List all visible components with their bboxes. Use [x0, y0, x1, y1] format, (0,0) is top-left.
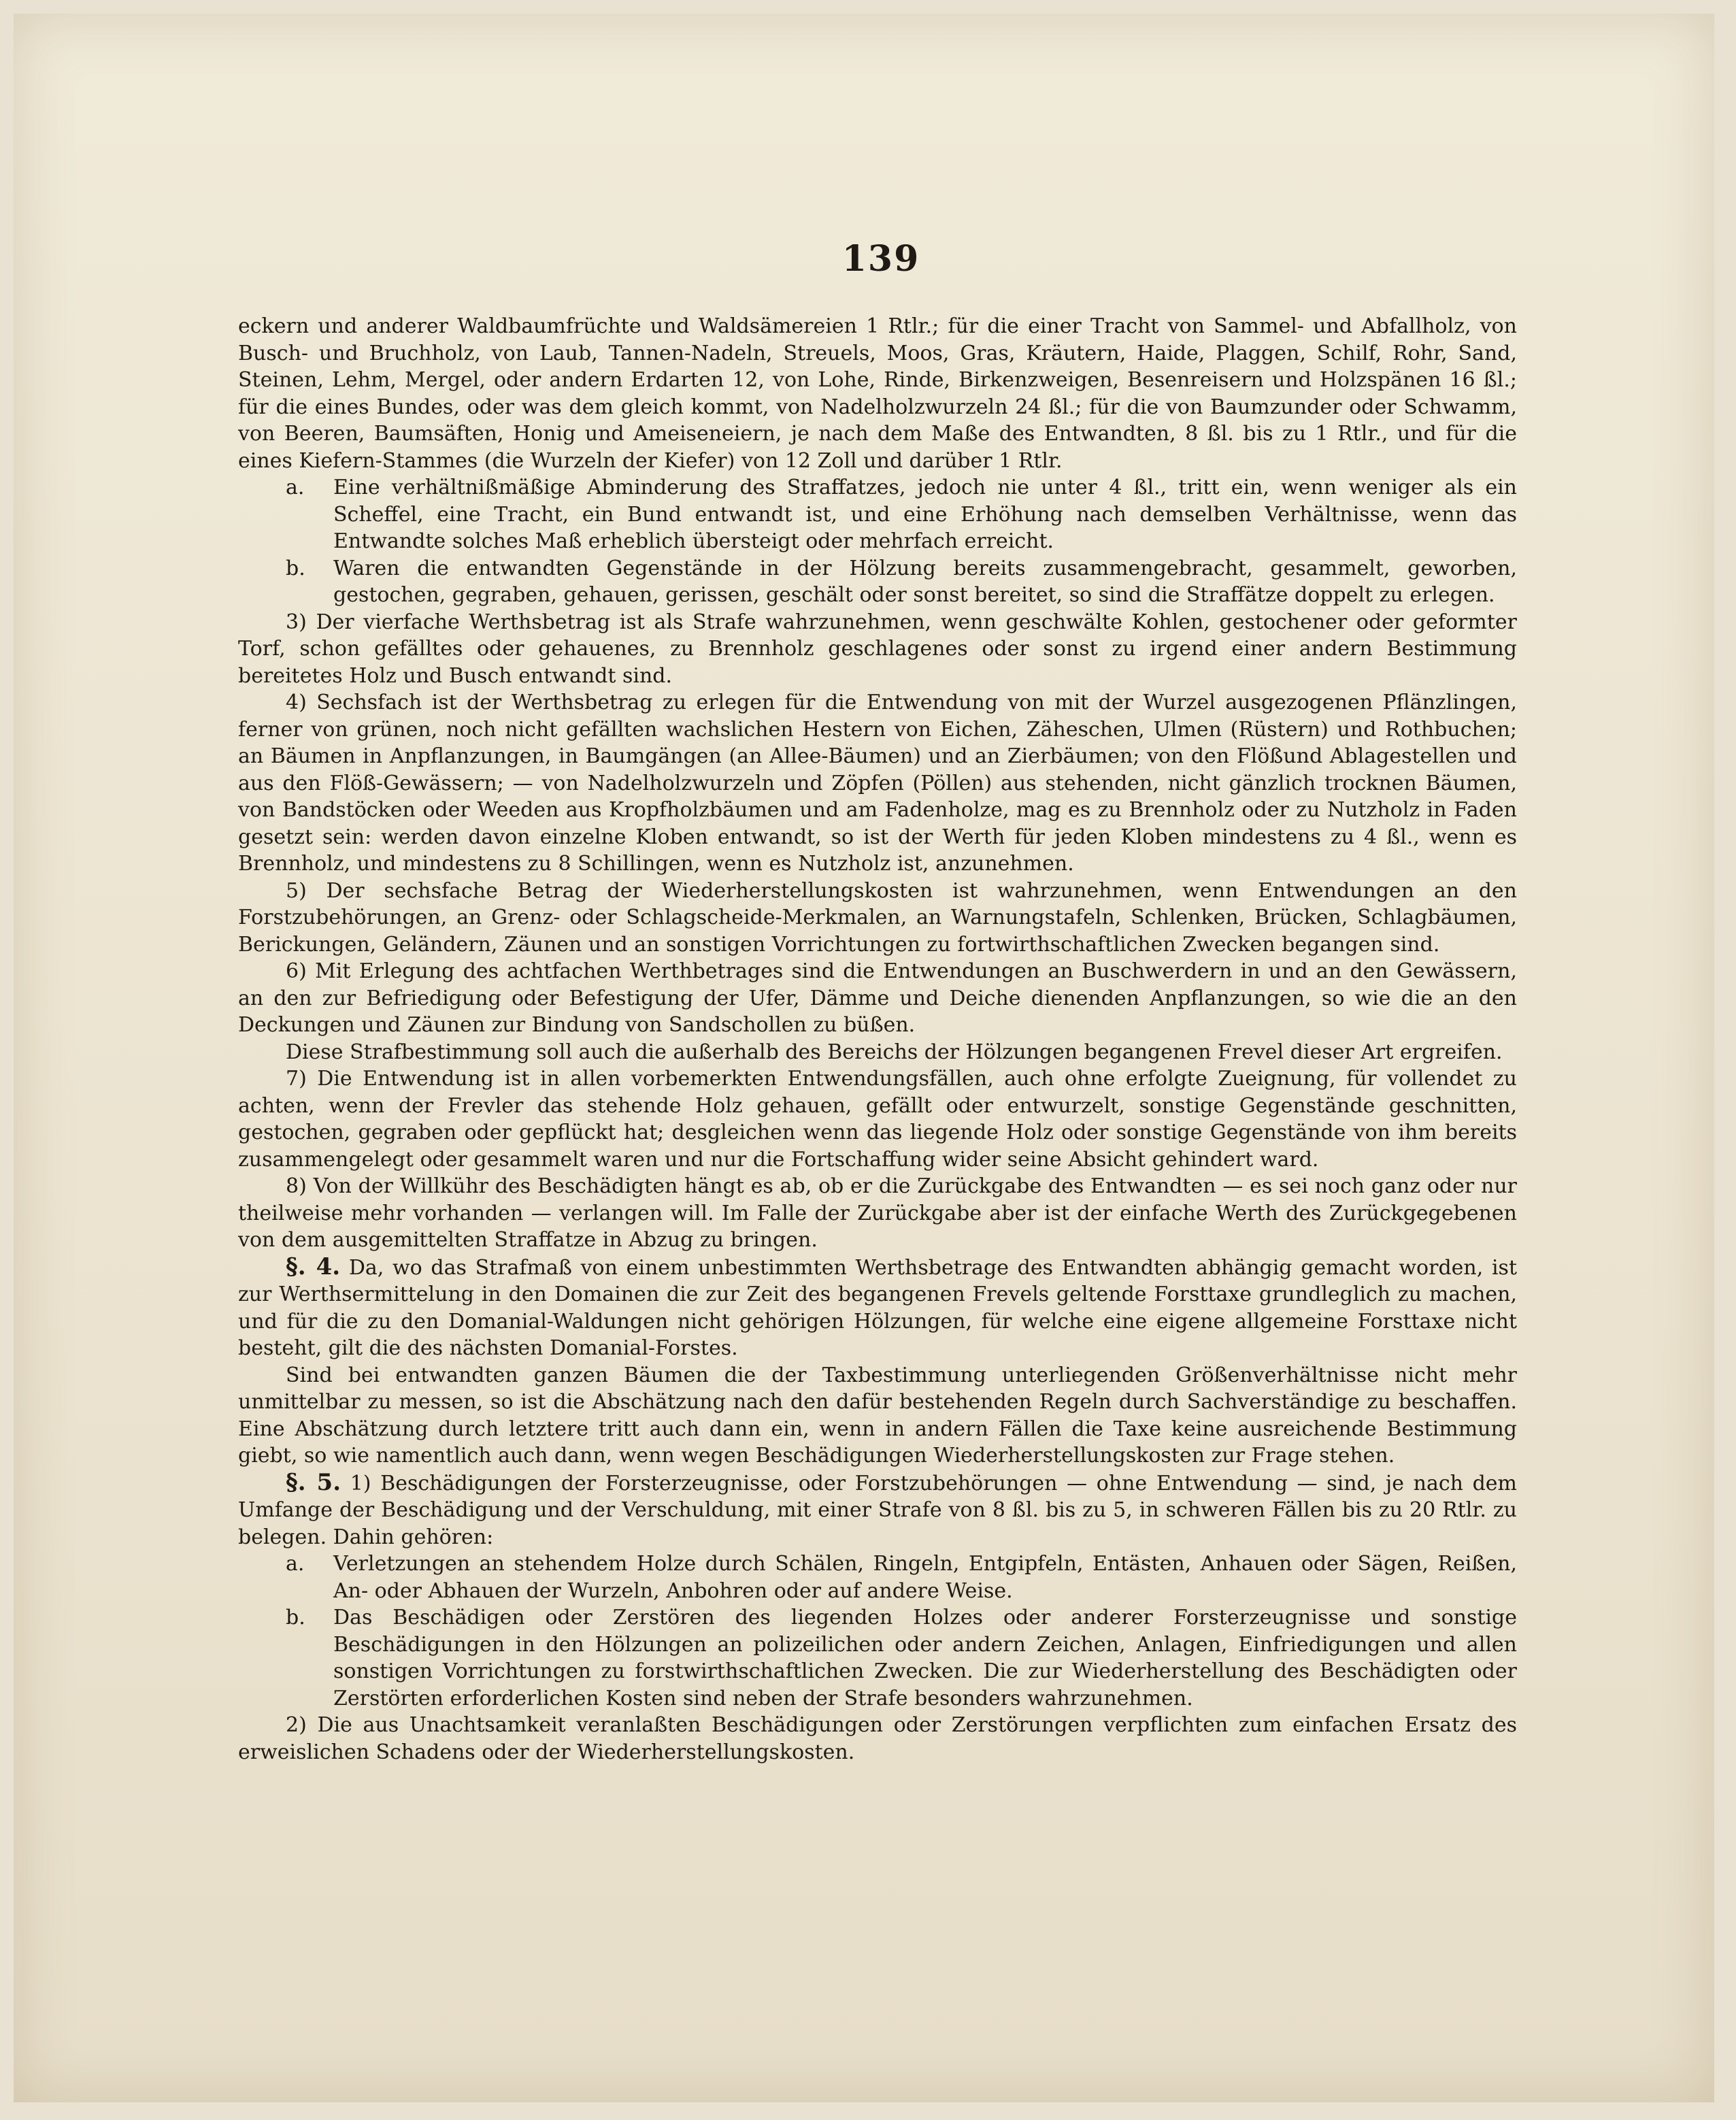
list-item: [286, 1604, 1517, 1712]
paragraph: 5) Der sechsfache Betrag der Wiederherstellungskosten ist wahrzunehmen, wenn Entwendungen an den Forstzubehörungen, an Grenz- oder Schlagscheide-Merkmalen, an Warnungstafeln, Schlenken, Brücken, Schlagbäumen, Berickungen, Geländern, Zäunen und an sonstigen Vorrichtungen zu fortwirthschaftlichen Zwecken begangen sind.: [238, 878, 1517, 957]
list-marker: b.: [286, 1606, 305, 1629]
page-number: 139: [841, 238, 920, 280]
list-item-text: Eine verhältnißmäßige Abminderung des Straffatzes, jedoch nie unter 4 ßl., tritt ein, wenn weniger als ein Scheffel, eine Tracht, ein Bund entwandt ist, und eine Erhöhung nach demselben Verhältnisse, wenn das Entwandte solches Maß erheblich übersteigt oder mehrfach erreicht.: [333, 476, 1517, 553]
list-marker: b.: [286, 556, 305, 580]
paragraph: Diese Strafbestimmung soll auch die außerhalb des Bereichs der Hölzungen begangenen Frevel dieser Art ergreifen.: [286, 1040, 1503, 1064]
list-marker: a.: [286, 1552, 305, 1576]
paragraph: 2) Die aus Unachtsamkeit veranlaßten Beschädigungen oder Zerstörungen verpflichten zum einfachen Ersatz des erweislichen Schadens oder der Wiederherstellungskosten.: [238, 1713, 1517, 1764]
body-text: [238, 313, 1517, 1766]
list-item-text: Verletzungen an stehendem Holze durch Schälen, Ringeln, Entgipfeln, Entästen, Anhauen oder Sägen, Reißen, An- oder Abhauen der Wurzeln, Anbohren oder auf andere Weise.: [333, 1552, 1517, 1603]
list-item: [286, 555, 1517, 609]
list-item: [286, 1551, 1517, 1604]
paragraph: Sind bei entwandten ganzen Bäumen die der Taxbestimmung unterliegenden Größenverhältnisse nicht mehr unmittelbar zu messen, so ist die Abschätzung nach den dafür bestehenden Regeln durch Sachverständige zu beschaffen. Eine Abschätzung durch letztere tritt auch dann ein, wenn in andern Fällen die Taxe keine ausreichende Bestimmung giebt, so wie namentlich auch dann, wenn wegen Beschädigungen Wiederherstellungskosten zur Frage stehen.: [238, 1363, 1517, 1468]
section-text: Da, wo das Strafmaß von einem unbestimmten Werthsbetrage des Entwandten abhängig gemacht worden, ist zur Werthsermittelung in den Domainen die zur Zeit des begangenen Frevels geltende Forsttaxe grundleglich zu machen, und für die zu den Domanial-Waldungen nicht gehörigen Hölzungen, für welche eine eigene allgemeine Forsttaxe nicht besteht, gilt die des nächsten Domanial-Forstes.: [238, 1255, 1517, 1360]
section-number: §. 5.: [286, 1468, 341, 1496]
list-item-text: Das Beschädigen oder Zerstören des liegenden Holzes oder anderer Forsterzeugnisse und sonstige Beschädigungen in den Hölzungen an polizeilichen oder andern Zeichen, Anlagen, Einfriedigungen und allen sonstigen Vorrichtungen zu forstwirthschaftlichen Zwecken. Die zur Wiederherstellung des Beschädigten oder Zerstörten erforderlichen Kosten sind neben der Strafe besonders wahrzunehmen.: [333, 1606, 1517, 1710]
section-number: §. 4.: [286, 1253, 341, 1280]
paragraph: 6) Mit Erlegung des achtfachen Werthbetrages sind die Entwendungen an Buschwerdern in und an den Gewässern, an den zur Befriedigung oder Befestigung der Ufer, Dämme und Deiche dienenden Anpflanzungen, so wie die an den Deckungen und Zäunen zur Bindung von Sandschollen zu büßen.: [238, 959, 1517, 1037]
paragraph: 4) Sechsfach ist der Werthsbetrag zu erlegen für die Entwendung von mit der Wurzel ausgezogenen Pflänzlingen, ferner von grünen, noch nicht gefällten wachslichen Hestern von Eichen, Zäheschen, Ulmen (Rüstern) und Rothbuchen; an Bäumen in Anpflanzungen, in Baumgängen (an Allee-Bäumen) und an Zierbäumen; von den Flößund Ablagestellen und aus den Flöß-Gewässern; — von Nadelholzwurzeln und Zöpfen (Pöllen) aus stehenden, nicht gänzlich trocknen Bäumen, von Bandstöcken oder Weeden aus Kropfholzbäumen und am Fadenholze, mag es zu Brennholz oder zu Nutzholz in Faden gesetzt sein: werden davon einzelne Kloben entwandt, so ist der Werth für jeden Kloben mindestens zu 4 ßl., wenn es Brennholz, und mindestens zu 8 Schillingen, wenn es Nutzholz ist, anzunehmen.: [238, 691, 1517, 876]
list-item: [286, 474, 1517, 555]
section-paragraph: [238, 1254, 1517, 1362]
list-marker: a.: [286, 476, 305, 499]
paragraph: 3) Der vierfache Werthsbetrag ist als Strafe wahrzunehmen, wenn geschwälte Kohlen, gestochener oder geformter Torf, schon gefälltes oder gehauenes, zu Brennholz geschlagenes oder sonst zu irgend einer andern Bestimmung bereitetes Holz und Busch entwandt sind.: [238, 610, 1517, 688]
paragraph: eckern und anderer Waldbaumfrüchte und Waldsämereien 1 Rtlr.; für die einer Tracht von Sammel- und Abfallholz, von Busch- und Bruchholz, von Laub, Tannen-Nadeln, Streuels, Moos, Gras, Kräutern, Haide, Plaggen, Schilf, Rohr, Sand, Steinen, Lehm, Mergel, oder andern Erdarten 12, von Lohe, Rinde, Birkenzweigen, Besenreisern und Holzspänen 16 ßl.; für die eines Bundes, oder was dem gleich kommt, von Nadelholzwurzeln 24 ßl.; für die von Baumzunder oder Schwamm, von Beeren, Baumsäften, Honig und Ameiseneiern, je nach dem Maße des Entwandten, 8 ßl. bis zu 1 Rtlr., und für die eines Kiefern-Stammes (die Wurzeln der Kiefer) von 12 Zoll und darüber 1 Rtlr.: [238, 314, 1517, 473]
paragraph: 7) Die Entwendung ist in allen vorbemerkten Entwendungsfällen, auch ohne erfolgte Zueignung, für vollendet zu achten, wenn der Frevler das stehende Holz gehauen, gefällt oder entwurzelt, sonstige Gegenstände geschnitten, gestochen, gegraben oder gepflückt hat; desgleichen wenn das liegende Holz oder sonstige Gegenstände von ihm bereits zusammengelegt oder gesammelt waren und nur die Fortschaffung wider seine Absicht gehindert ward.: [238, 1067, 1517, 1172]
paragraph: 8) Von der Willkühr des Beschädigten hängt es ab, ob er die Zurückgabe des Entwandten — es sei noch ganz oder nur theilweise mehr vorhanden — verlangen will. Im Falle der Zurückgabe aber ist der einfache Werth des Zurückgegebenen von dem ausgemittelten Straffatze in Abzug zu bringen.: [238, 1174, 1517, 1252]
document-page: [14, 14, 1714, 2102]
list-item-text: Waren die entwandten Gegenstände in der Hölzung bereits zusammengebracht, gesammelt, geworben, gestochen, gegraben, gehauen, gerissen, geschält oder sonst bereitet, so sind die Straffätze doppelt zu erlegen.: [333, 556, 1517, 607]
section-paragraph: [238, 1470, 1517, 1551]
section-text: 1) Beschädigungen der Forsterzeugnisse, oder Forstzubehörungen — ohne Entwendung — sind, je nach dem Umfange der Beschädigung und der Verschuldung, mit einer Strafe von 8 ßl. bis zu 5, in schweren Fällen bis zu 20 Rtlr. zu belegen. Dahin gehören:: [238, 1471, 1517, 1549]
